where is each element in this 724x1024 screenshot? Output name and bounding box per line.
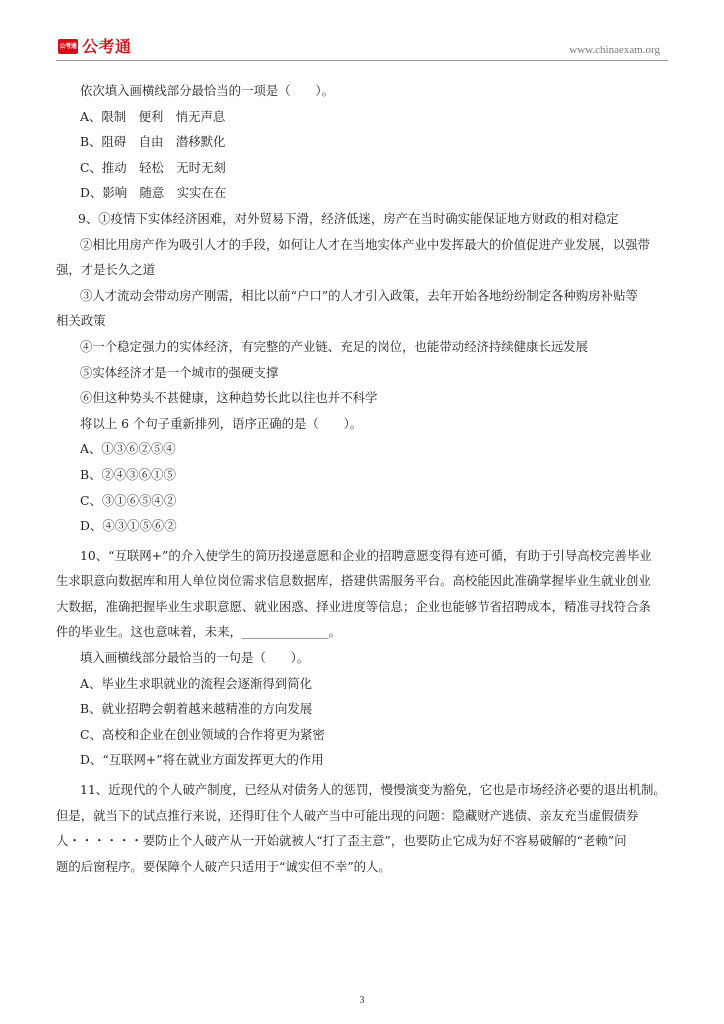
question-11-line: 题的后窗程序。要保障个人破产只适用于“诚实但不幸”的人。: [56, 858, 391, 874]
question-9-line: ②相比用房产作为吸引人才的手段，如何让人才在当地实体产业中发挥最大的价值促进产业发展，以强带: [80, 236, 650, 252]
option-line: D、“互联网+”将在就业方面发挥更大的作用: [80, 752, 324, 768]
question-10-line: 大数据，准确把握毕业生求职意愿、就业困惑、择业进度等信息；企业也能够节省招聘成本，精准寻找符合条: [56, 598, 651, 614]
text-line: 依次填入画横线部分最恰当的一项是（ ）。: [80, 83, 335, 98]
question-9-line: 强，才是长久之道: [56, 262, 156, 278]
question-9-line: 相关政策: [56, 313, 106, 329]
page-number: 3: [359, 995, 365, 1006]
question-11-line: 人・・・・・・要防止个人破产从一开始就被人“打了歪主意”，也要防止它成为好不容易破解的“老赖”问: [56, 833, 627, 849]
option-line: B、②④③⑥①⑤: [80, 466, 176, 482]
question-9-line: ③人才流动会带动房产刚需，相比以前“户口”的人才引入政策，去年开始各地纷纷制定各种购房补贴等: [80, 287, 638, 303]
option-line: A、①③⑥②⑤④: [80, 441, 176, 457]
option-line: C、推动 轻松 无时无刻: [80, 159, 226, 175]
question-9-prompt: 将以上 6 个句子重新排列，语序正确的是（ ）。: [80, 415, 363, 431]
question-11-line: 但是，就当下的试点推行来说，还得盯住个人破产当中可能出现的问题：隐藏财产逃债、亲友充当虚假债券: [56, 807, 639, 823]
option-line: D、影响 随意 实实在在: [80, 185, 227, 201]
question-11-line: 11、近现代的个人破产制度，已经从对债务人的惩罚，慢慢演变为豁免，它也是市场经济必要的退出机制。: [80, 782, 666, 798]
question-10-line: 件的毕业生。这也意味着，未来，______________。: [56, 624, 341, 640]
question-9-line: ⑥但这种势头不甚健康，这种趋势长此以往也并不科学: [80, 390, 378, 406]
site-url: www.chinaexam.org: [569, 44, 660, 56]
question-10-line: 10、“互联网+”的介入使学生的简历投递意愿和企业的招聘意愿变得有迹可循，有助于引导高校完善毕业: [80, 547, 652, 563]
option-line: A、毕业生求职就业的流程会逐渐得到简化: [80, 675, 312, 691]
logo-badge: 公考通: [58, 39, 78, 54]
option-line: B、就业招聘会朝着越来越精准的方向发展: [80, 701, 313, 717]
logo: [58, 37, 132, 56]
question-9-line: ⑤实体经济才是一个城市的强硬支撑: [80, 364, 279, 380]
question-10-line: 生求职意向数据库和用人单位岗位需求信息数据库，搭建供需服务平台。高校能因此准确掌握毕业生就业创业: [56, 573, 651, 589]
header-divider: [56, 60, 668, 61]
question-9-line: ④一个稳定强力的实体经济，有完整的产业链、充足的岗位，也能带动经济持续健康长远发展: [80, 338, 589, 354]
option-line: C、③①⑥⑤④②: [80, 492, 177, 508]
document-body: [56, 78, 668, 879]
option-line: A、限制 便利 悄无声息: [80, 108, 226, 124]
option-line: D、④③①⑤⑥②: [80, 518, 177, 534]
page-header: [0, 0, 724, 62]
option-line: C、高校和企业在创业领域的合作将更为紧密: [80, 726, 325, 742]
option-line: B、阻碍 自由 潜移默化: [80, 134, 226, 150]
question-9-line: 9、①疫情下实体经济困难，对外贸易下滑，经济低迷，房产在当时确实能保证地方财政的相对稳定: [78, 210, 619, 226]
question-10-prompt: 填入画横线部分最恰当的一句是（ ）。: [80, 650, 310, 666]
logo-text: 公考通: [82, 37, 132, 56]
